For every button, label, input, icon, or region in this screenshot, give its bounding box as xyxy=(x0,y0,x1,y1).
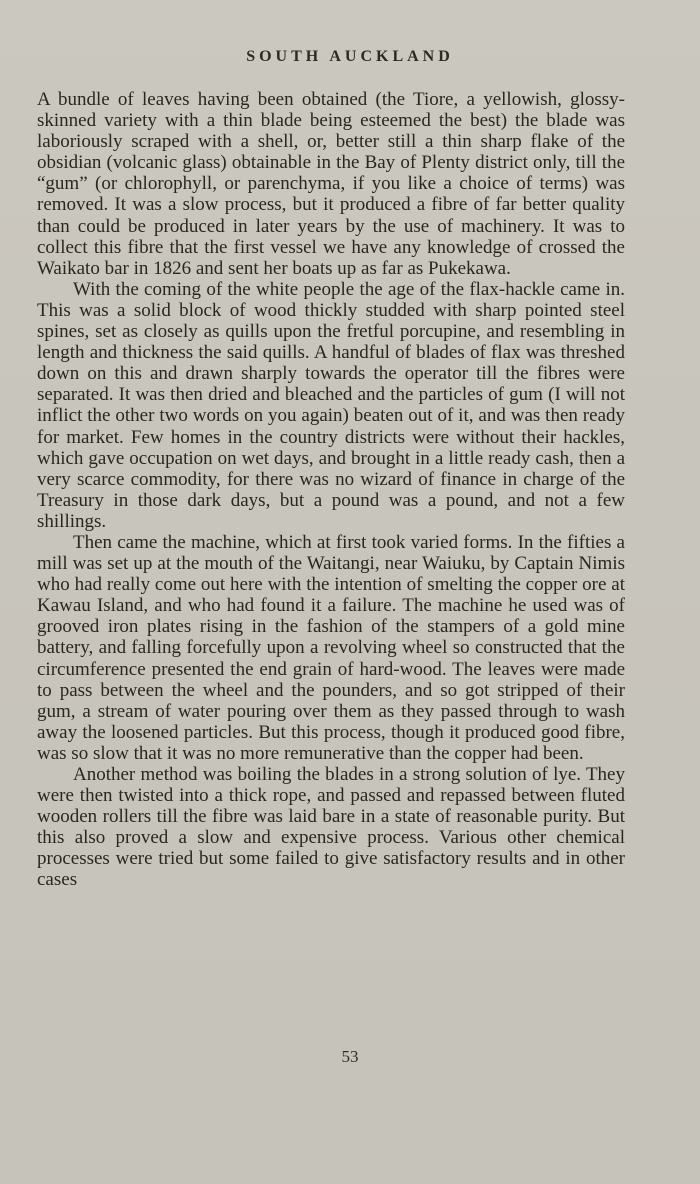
running-head: SOUTH AUCKLAND xyxy=(246,48,454,65)
paragraph-machine: Then came the machine, which at first took varied forms. In the fifties a mill was set up at the mouth of the Waitangi, near Waiuku, by Captain Nimis who had really come out here with the intention of smelting the copper ore at Kawau Island, and who had found it a failure. The machine he used was of grooved iron plates rising in the fashion of the stampers of a gold mine battery, and falling forcefully upon a revolving wheel so constructed that the circumference presented the end grain of hard-wood. The leaves were made to pass between the wheel and the pounders, and so got stripped of their gum, a stream of water pouring over them as they passed through to wash away the loosened particles. But this process, though it produced good fibre, was so slow that it was no more remunerative than the copper had been. xyxy=(37,531,625,764)
paragraph-boiling-method: Another method was boiling the blades in a strong solution of lye. They were then twisted into a thick rope, and passed and repassed between fluted wooden rollers till the fibre was laid bare in a state of reasonable purity. But this also proved a slow and expensive process. Various other chemical processes were tried but some failed to give satisfactory results and in other cases xyxy=(37,764,625,891)
page-number: 53 xyxy=(341,1047,359,1066)
body-text xyxy=(37,89,625,891)
paragraph-flax-scraping: A bundle of leaves having been obtained (the Tiore, a yellowish, glossy-skinned variety with a thin blade being esteemed the best) the blade was laboriously scraped with a shell, or, better still a thin sharp flake of the obsidian (volcanic glass) obtainable in the Bay of Plenty district only, till the “gum” (or chlorophyll, or parenchyma, if you like a choice of terms) was removed. It was a slow process, but it produced a fibre of far better quality than could be produced in later years by the use of machinery. It was to collect this fibre that the first vessel we have any knowledge of crossed the Waikato bar in 1826 and sent her boats up as far as Pukekawa. xyxy=(37,89,625,279)
paragraph-flax-hackle: With the coming of the white people the age of the flax-hackle came in. This was a solid block of wood thickly studded with sharp pointed steel spines, set as closely as quills upon the fretful porcupine, and resembling in length and thickness the said quills. A handful of blades of flax was threshed down on this and drawn sharply towards the operator till the fibres were separated. It was then dried and bleached and the particles of gum (I will not inflict the other two words on you again) beaten out of it, and was then ready for market. Few homes in the country districts were without their hackles, which gave occupation on wet days, and brought in a little ready cash, then a very scarce commodity, for there was no wizard of finance in charge of the Treasury in those dark days, but a pound was a pound, and not a few shillings. xyxy=(37,278,625,532)
